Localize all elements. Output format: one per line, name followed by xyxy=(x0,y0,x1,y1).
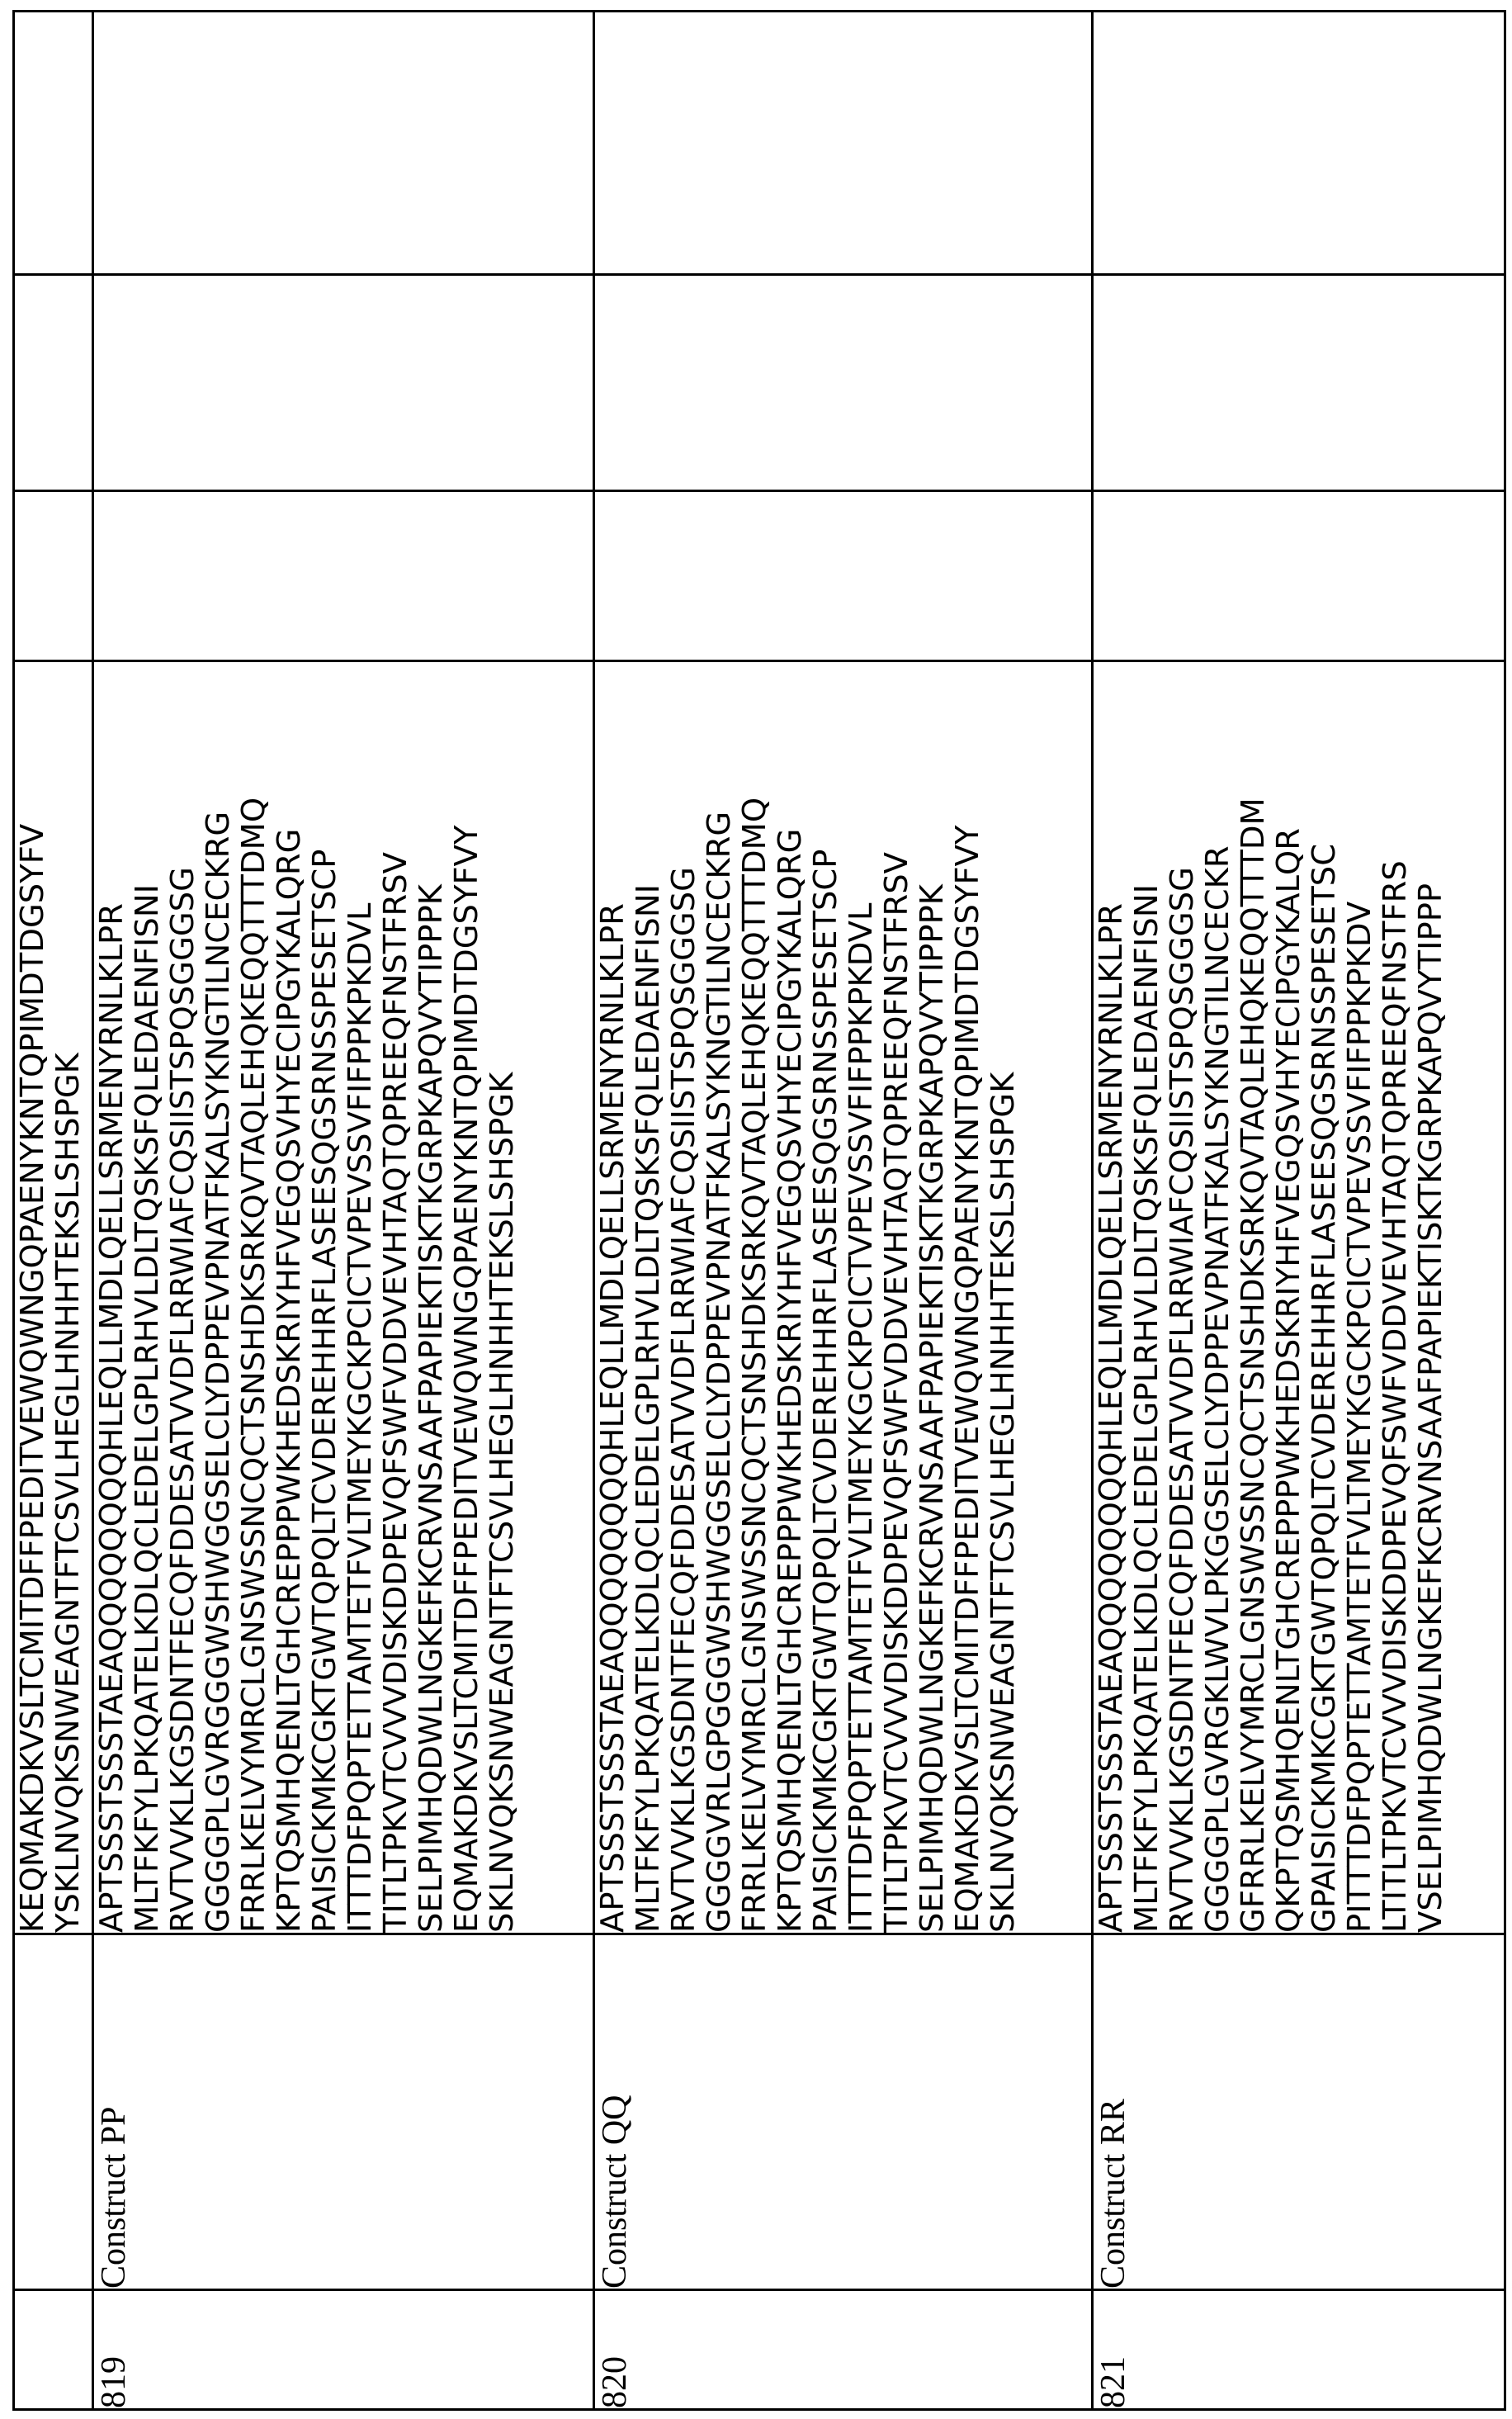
seq-id-cell: 820 xyxy=(594,2290,1093,2410)
sequence-line: SELPIMHQDWLNGKEFKCRVNSAAFPAPIEKTISKTKGRPKAPQVYTIPPPK xyxy=(914,662,950,1933)
sequence-line: MLTFKFYLPKQATELKDLQCLEDELGPLRHVLDLTQSKSFQLEDAENFISNI xyxy=(1129,662,1165,1933)
sequence-cell xyxy=(1093,661,1505,1934)
sequence-line: LTITLTPKVTCVVVDISKDDPEVQFSWFVDDVEVHTAQTQPREEQFNSTFRS xyxy=(1377,662,1413,1933)
sequence-cell xyxy=(14,661,93,1934)
construct-name-cell: Construct QQ xyxy=(594,1934,1093,2290)
sequence-line: SELPIMHQDWLNGKEFKCRVNSAAFPAPIEKTISKTKGRPKAPQVYTIPPPK xyxy=(413,662,449,1933)
sequence-line: MLTFKFYLPKQATELKDLQCLEDELGPLRHVLDLTQSKSFQLEDAENFISNI xyxy=(631,662,666,1933)
sequence-line: TITLTPKVTCVVVDISKDDPEVQFSWFVDDVEVHTAQTQPREEQFNSTFRSV xyxy=(879,662,914,1933)
empty-cell xyxy=(14,491,93,661)
sequence-line: GPAISICKMKCGKTGWTQPQLTCVDEREHHRFLASEESQGSRNSSPESETSC xyxy=(1306,662,1342,1933)
sequence-line: KEQMAKDKVSLTCMITDFFPEDITVEWQWNGQPAENYKNTQPIMDTDGSYFV xyxy=(15,662,50,1933)
sequence-cell xyxy=(594,661,1093,1934)
construct-name-cell: Construct PP xyxy=(93,1934,594,2290)
sequence-line: EQMAKDKVSLTCMITDFFPEDITVEWQWNGQPAENYKNTQPIMDTDGSYFVY xyxy=(950,662,985,1933)
sequence-line: YSKLNVQKSNWEAGNTFTCSVLHEGLHNHHTEKSLSHSPGK xyxy=(50,662,86,1933)
sequence-line: SKLNVQKSNWEAGNTFTCSVLHEGLHNHHTEKSLSHSPGK xyxy=(985,662,1021,1933)
empty-cell xyxy=(594,491,1093,661)
seq-id-cell: 821 xyxy=(1093,2290,1505,2410)
sequence-line: TITLTPKVTCVVVDISKDDPEVQFSWFVDDVEVHTAQTQPREEQFNSTFRSV xyxy=(378,662,413,1933)
sequence-line: APTSSSTSSSTAEAQQQQQQQQHLEQLLMDLQELLSRMENYRNLKLPR xyxy=(595,662,631,1933)
empty-cell xyxy=(594,12,1093,275)
sequence-line: GGGGPLGVRGGGWSHWGGSELCLYDPPEVPNATFKALSYKNGTILNCECKRG xyxy=(201,662,236,1933)
sequence-line: PITTTDFPQPTETTAMTETFVLTMEYKGCKPCICTVPEVSSVFIFPPKPKDV xyxy=(1342,662,1377,1933)
table-row xyxy=(1093,12,1505,2410)
sequence-line: RVTVVKLKGSDNTFECQFDDESATVVDFLRRWIAFCQSIISTSPQSGGGSG xyxy=(666,662,702,1933)
table-row xyxy=(594,12,1093,2410)
empty-cell xyxy=(1093,491,1505,661)
seq-id-cell: 819 xyxy=(93,2290,594,2410)
empty-cell xyxy=(14,275,93,491)
rotated-page xyxy=(0,0,1512,2419)
empty-cell xyxy=(93,491,594,661)
sequence-line: KPTQSMHQENLTGHCREPPPWKHEDSKRIYHFVEGQSVHYECIPGYKALQRG xyxy=(272,662,307,1933)
sequence-line: APTSSSTSSSTAEAQQQQQQQQHLEQLLMDLQELLSRMENYRNLKLPR xyxy=(1094,662,1129,1933)
sequence-cell xyxy=(93,661,594,1934)
continuation-row xyxy=(14,12,93,2410)
empty-cell xyxy=(1093,12,1505,275)
sequence-line: MLTFKFYLPKQATELKDLQCLEDELGPLRHVLDLTQSKSFQLEDAENFISNI xyxy=(130,662,165,1933)
empty-cell xyxy=(594,275,1093,491)
empty-cell xyxy=(1093,275,1505,491)
sequence-line: ITTTDFPQPTETTAMTETFVLTMEYKGCKPCICTVPEVSSVFIFPPKPKDVL xyxy=(843,662,879,1933)
empty-cell xyxy=(93,12,594,275)
sequence-line: KPTQSMHQENLTGHCREPPPWKHEDSKRIYHFVEGQSVHYECIPGYKALQRG xyxy=(773,662,808,1933)
sequence-line: PAISICKMKCGKTGWTQPQLTCVDEREHHRFLASEESQGSRNSSPESETSCP xyxy=(307,662,343,1933)
seq-id-cell xyxy=(14,2290,93,2410)
empty-cell xyxy=(93,275,594,491)
sequence-line: FRRLKELVYMRCLGNSWSSNCQCTSNSHDKSRKQVTAQLEHQKEQQTTTDMQ xyxy=(236,662,272,1933)
construct-name-cell: Construct RR xyxy=(1093,1934,1505,2290)
sequence-line: GGGGPLGVRGKLWVLPKGGSELCLYDPPEVPNATFKALSYKNGTILNCECKR xyxy=(1200,662,1236,1933)
sequence-line: GGGGVRLGPGGGWSHWGGSELCLYDPPEVPNATFKALSYKNGTILNCECKRG xyxy=(702,662,737,1933)
sequence-line: SKLNVQKSNWEAGNTFTCSVLHEGLHNHHTEKSLSHSPGK xyxy=(484,662,520,1933)
sequence-line: EQMAKDKVSLTCMITDFFPEDITVEWQWNGQPAENYKNTQPIMDTDGSYFVY xyxy=(449,662,484,1933)
sequence-line: GFRRLKELVYMRCLGNSWSSNCQCTSNSHDKSRKQVTAQLEHQKEQQTTTDM xyxy=(1236,662,1271,1933)
sequence-line: VSELPIMHQDWLNGKEFKCRVNSAAFPAPIEKTISKTKGRPKAPQVYTIPPP xyxy=(1413,662,1448,1933)
sequence-line: FRRLKELVYMRCLGNSWSSNCQCTSNSHDKSRKQVTAQLEHQKEQQTTTDMQ xyxy=(737,662,773,1933)
construct-name-cell xyxy=(14,1934,93,2290)
sequence-line: QKPTQSMHQENLTGHCREPPPWKHEDSKRIYHFVEGQSVHYECIPGYKALQR xyxy=(1271,662,1306,1933)
sequence-table xyxy=(12,10,1506,2411)
sequence-line: RVTVVKLKGSDNTFECQFDDESATVVDFLRRWIAFCQSIISTSPQSGGGSG xyxy=(165,662,201,1933)
sequence-line: PAISICKMKCGKTGWTQPQLTCVDEREHHRFLASEESQGSRNSSPESETSCP xyxy=(808,662,843,1933)
table-row xyxy=(93,12,594,2410)
sequence-line: RVTVVKLKGSDNTFECQFDDESATVVDFLRRWIAFCQSIISTSPQSGGGSG xyxy=(1165,662,1200,1933)
sequence-line: APTSSSTSSSTAEAQQQQQQQQHLEQLLMDLQELLSRMENYRNLKLPR xyxy=(94,662,130,1933)
sequence-line: ITTTDFPQPTETTAMTETFVLTMEYKGCKPCICTVPEVSSVFIFPPKPKDVL xyxy=(343,662,378,1933)
empty-cell xyxy=(14,12,93,275)
